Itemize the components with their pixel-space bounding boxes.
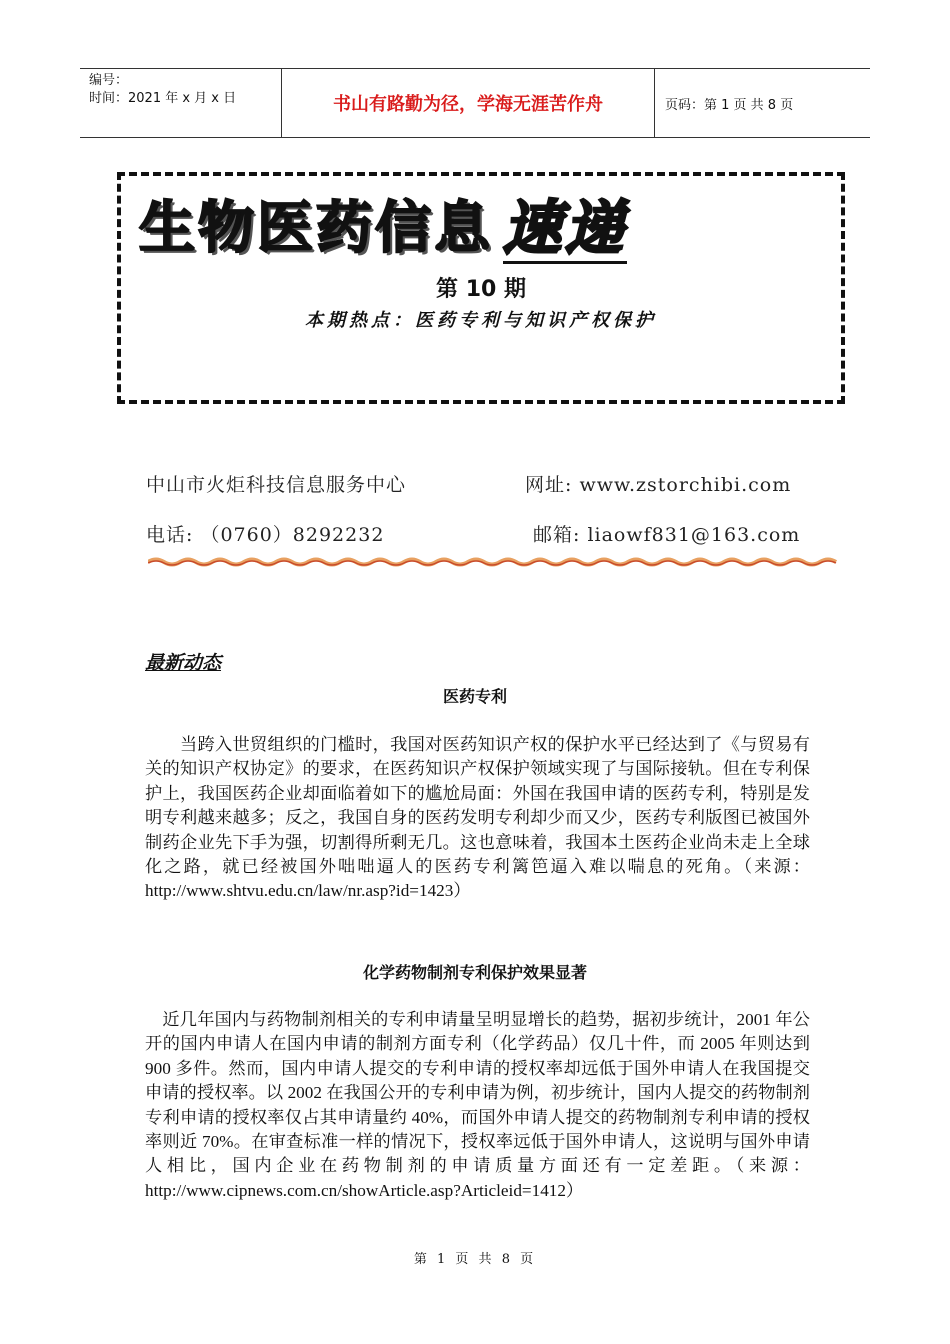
article-title: 化学药物制剂专利保护效果显著 [362, 963, 587, 982]
decorative-wave-divider [148, 556, 838, 568]
article-body: 当跨入世贸组织的门槛时，我国对医药知识产权的保护水平已经达到了《与贸易有关的知识产权协定》的要求，在医药知识产权保护领域实现了与国际接轨。但在专利保护上，我国医药企业却面临着如下的尴尬局面：外国在我国申请的医药专利，特别是发明专利越来越多；反之，我国自身的医药发明专利却少而又少，医药专利版图已被国外制药企业先下手为强，切割得所剩无几。这也意味着，我国本土医药企业尚未走上全球化之路，就已经被国外咄咄逼人的医药专利篱笆逼入难以喘息的死角。（来源：http://www.shtvu.edu.cn/law/nr.asp?id=1423） [145, 735, 810, 901]
article-body: 近几年国内与药物制剂相关的专利申请量呈明显增长的趋势，据初步统计，2001 年公开的国内申请人在国内申请的制剂方面专利（化学药品）仅几十件，而 2005 年则达到 900 多件。然而，国内申请人提交的专利申请的授权率却远低于国外申请人在我国提交申请的授权率。以 2002 在我国公开的专利申请为例，初步统计，国内人提交的药物制剂专利申请的授权率仅占其申请量约 40%，而国外申请人提交的药物制剂专利申请的授权率则近 70%。在审查标准一样的情况下，授权率远低于国外申请人，这说明与国外申请人相比，国内企业在药物制剂的申请质量方面还有一定差距。（来源：http://www.cipnews.com.cn/showArticle.asp?Articleid=1412） [145, 1010, 810, 1200]
issue-number: 第 10 期 [436, 277, 526, 302]
hot-topic: 本期热点：医药专利与知识产权保护 [305, 310, 657, 331]
section-title: 最新动态 [145, 652, 222, 674]
header-meta [80, 69, 282, 137]
header-motto: 书山有路勤为径，学海无涯苦作舟 [282, 69, 655, 137]
masthead-title: 生物医药信息 [139, 196, 493, 261]
website-line: 网址: www.zstorchibi.com [525, 474, 792, 496]
article-title: 医药专利 [442, 687, 507, 706]
document-number: 编号： [89, 73, 129, 88]
masthead-express: 速递 [503, 194, 628, 262]
document-date: 时间：2021 年 x 月 x 日 [89, 91, 237, 106]
newsletter-banner [117, 172, 845, 404]
email-line: 邮箱: liaowf831@163.com [533, 524, 801, 546]
header-page-info: 页码：第 1 页 共 8 页 [665, 97, 794, 113]
masthead [139, 184, 627, 264]
header-table [80, 68, 870, 138]
phone-line: 电话: （0760）8292232 [146, 524, 385, 546]
page-footer: 第 1 页 共 8 页 [413, 1252, 537, 1267]
organization-name: 中山市火炬科技信息服务中心 [146, 474, 407, 496]
